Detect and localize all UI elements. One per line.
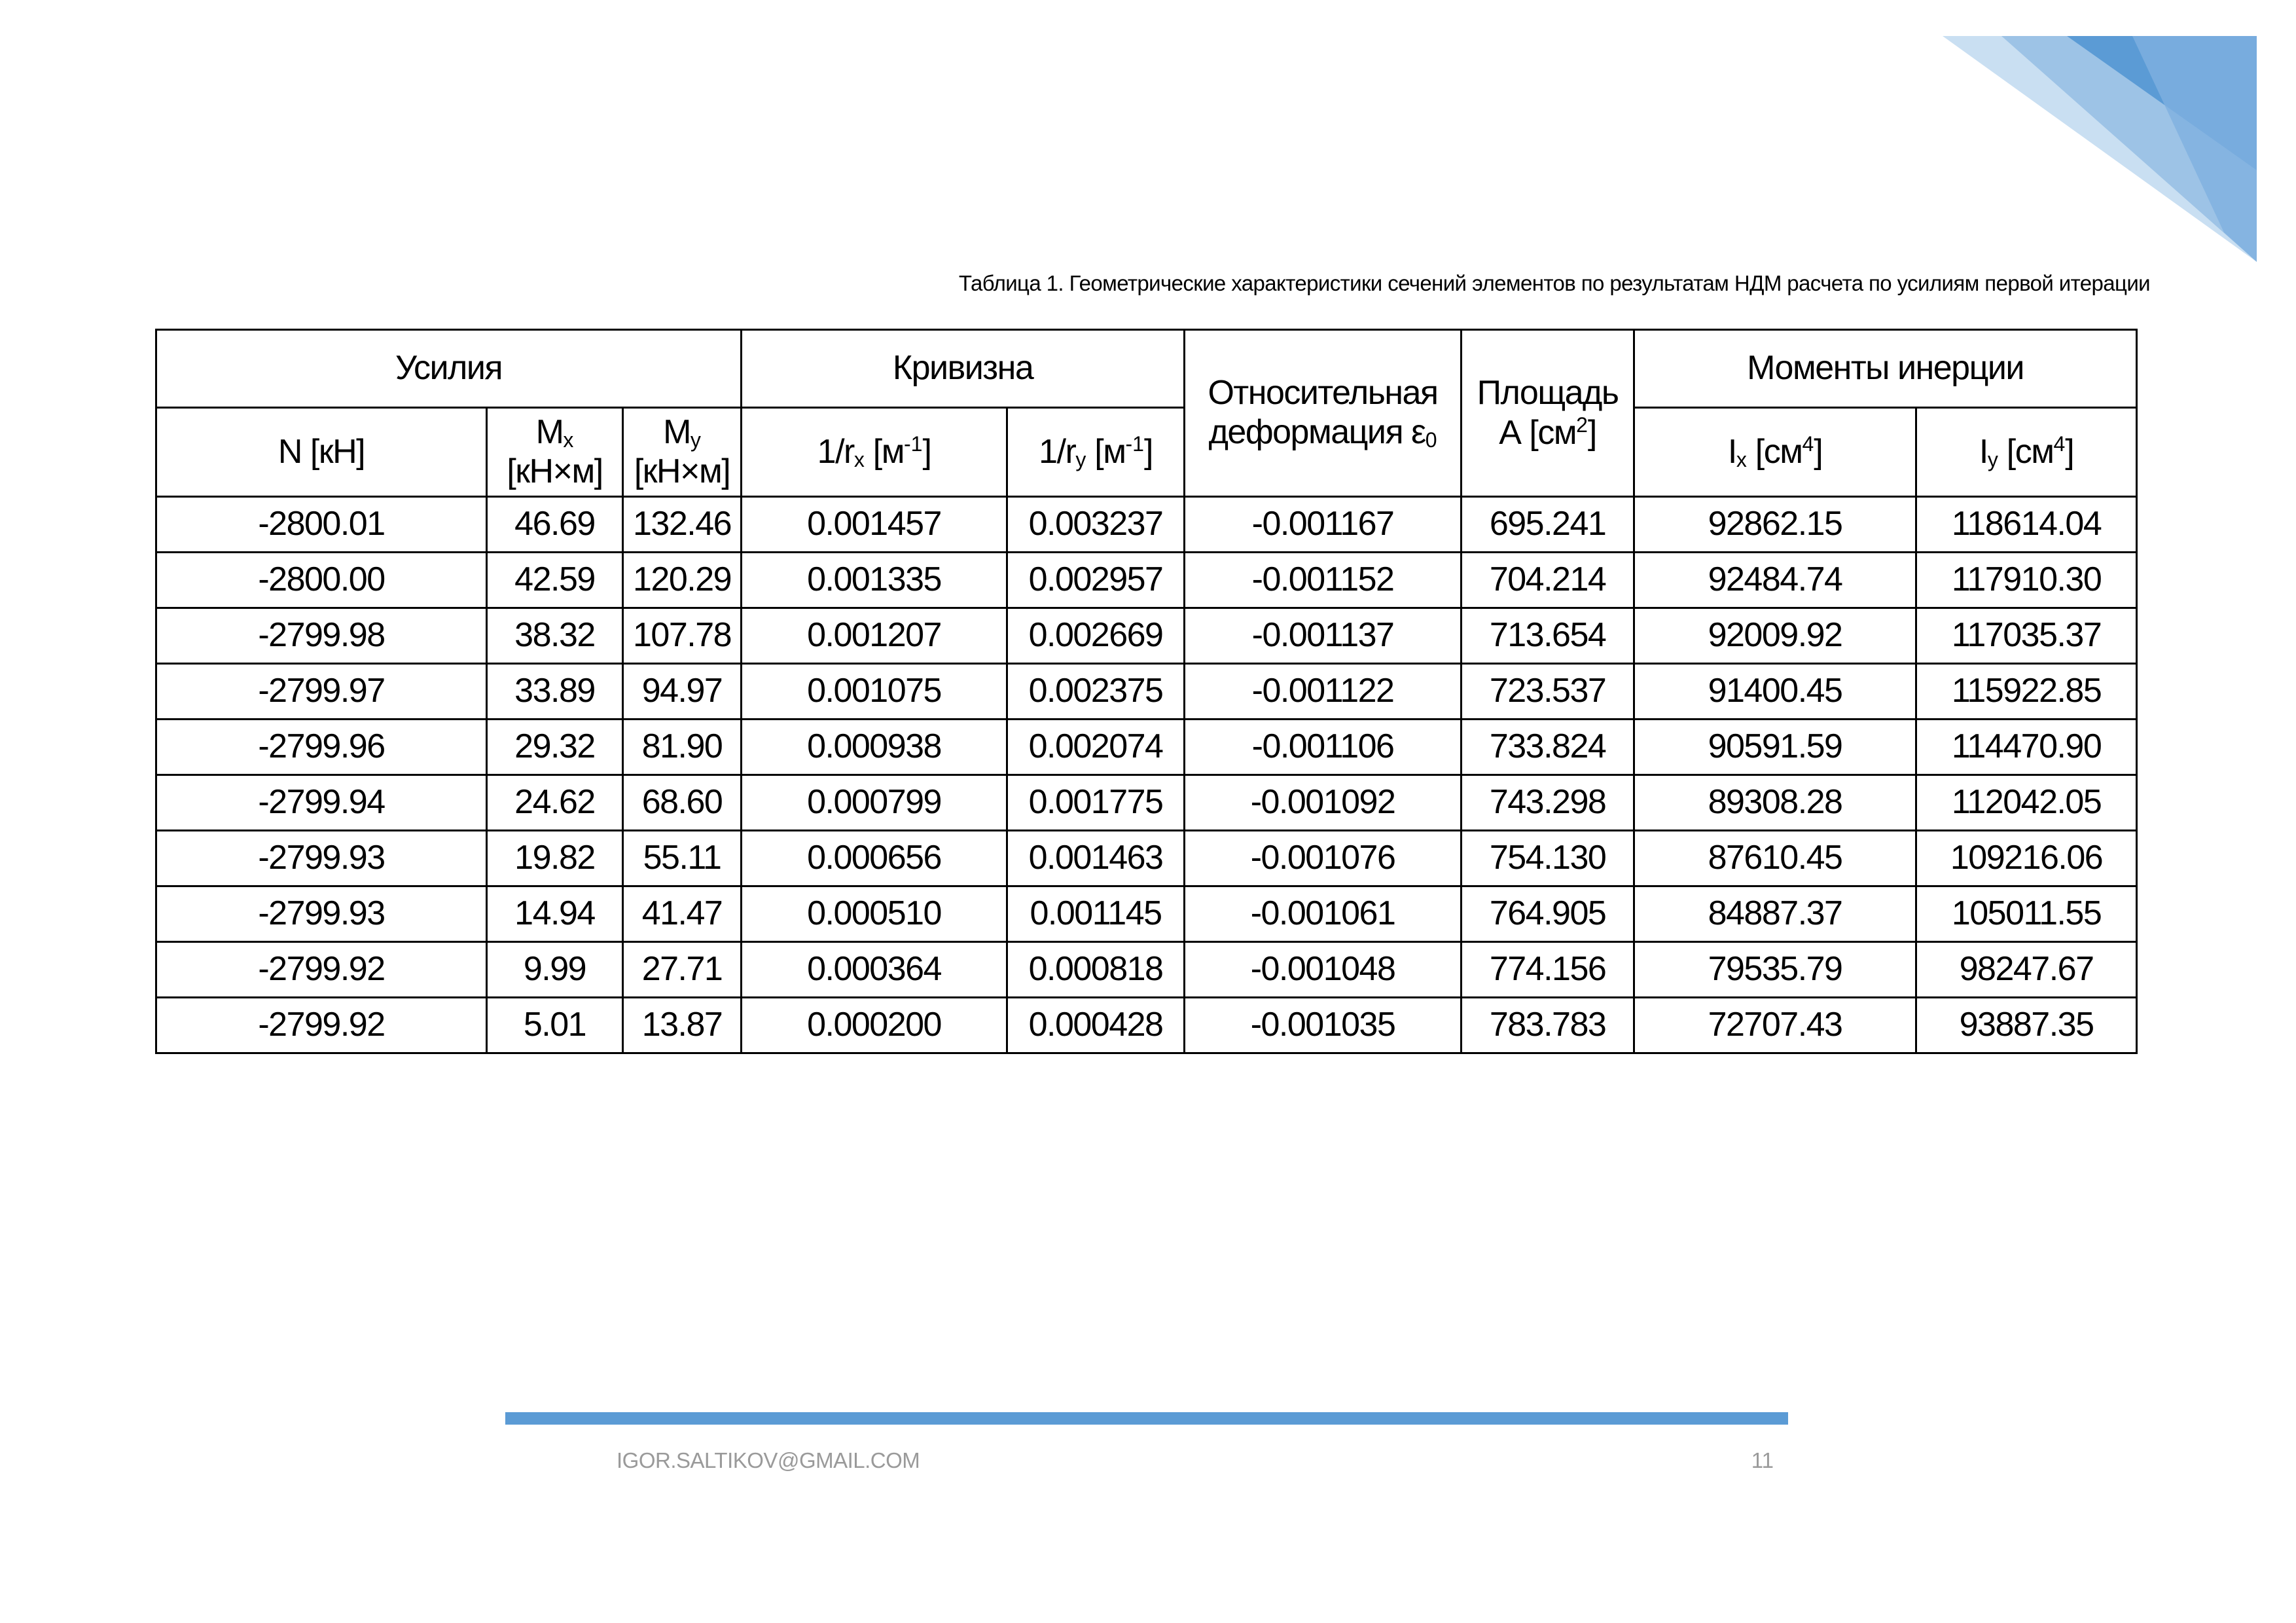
table-cell: 0.001145: [1007, 886, 1185, 942]
table-cell: -2799.96: [156, 720, 487, 775]
table-cell: 0.001463: [1007, 831, 1185, 886]
table-cell: 90591.59: [1634, 720, 1916, 775]
header-area-line2: А [см: [1499, 413, 1577, 452]
table-cell: 105011.55: [1916, 886, 2137, 942]
table-cell: 41.47: [623, 886, 742, 942]
table-cell: 109216.06: [1916, 831, 2137, 886]
header-strain-line2: деформация ε: [1208, 413, 1426, 451]
col-iy-sub: y: [1987, 448, 1998, 472]
table-cell: 0.002074: [1007, 720, 1185, 775]
table-cell: 38.32: [487, 608, 623, 664]
col-rx-unit: [м: [864, 433, 904, 471]
table-cell: -2799.93: [156, 831, 487, 886]
table-cell: 0.000938: [742, 720, 1007, 775]
table-cell: 0.001335: [742, 553, 1007, 608]
table-cell: 84887.37: [1634, 886, 1916, 942]
header-strain-sub: 0: [1425, 428, 1437, 452]
table-cell: 743.298: [1462, 775, 1634, 831]
table-cell: -2799.92: [156, 998, 487, 1053]
table-cell: 733.824: [1462, 720, 1634, 775]
table-cell: 33.89: [487, 664, 623, 720]
table-cell: 24.62: [487, 775, 623, 831]
table-cell: 695.241: [1462, 497, 1634, 553]
table-cell: 72707.43: [1634, 998, 1916, 1053]
table-cell: 92484.74: [1634, 553, 1916, 608]
col-mx: [487, 408, 623, 497]
table-cell: 27.71: [623, 942, 742, 998]
table-cell: 112042.05: [1916, 775, 2137, 831]
col-ry-main: 1/r: [1039, 433, 1076, 471]
col-ix-tail: ]: [1814, 433, 1823, 471]
table-cell: 13.87: [623, 998, 742, 1053]
table-cell: -2800.01: [156, 497, 487, 553]
footer-email: IGOR.SALTIKOV@GMAIL.COM: [617, 1448, 920, 1472]
table-cell: 117910.30: [1916, 553, 2137, 608]
geometry-table: [155, 329, 2138, 1054]
col-my: [623, 408, 742, 497]
table-cell: -0.001076: [1185, 831, 1462, 886]
table-row: [156, 608, 2137, 664]
header-area: [1462, 330, 1634, 497]
header-forces: Усилия: [156, 330, 742, 408]
col-mx-unit: [кН×м]: [507, 452, 603, 490]
header-area-sup: 2: [1576, 412, 1588, 437]
table-cell: 0.002375: [1007, 664, 1185, 720]
table-cell: -0.001152: [1185, 553, 1462, 608]
table-cell: -0.001106: [1185, 720, 1462, 775]
table-cell: -2799.97: [156, 664, 487, 720]
table-cell: 0.000200: [742, 998, 1007, 1053]
table-cell: 0.003237: [1007, 497, 1185, 553]
table-cell: -0.001048: [1185, 942, 1462, 998]
table-cell: 14.94: [487, 886, 623, 942]
table-cell: 0.000799: [742, 775, 1007, 831]
table-cell: 0.002957: [1007, 553, 1185, 608]
col-iy-tail: ]: [2065, 433, 2074, 471]
table-cell: 94.97: [623, 664, 742, 720]
table-cell: -0.001122: [1185, 664, 1462, 720]
table-cell: 0.000656: [742, 831, 1007, 886]
col-my-unit: [кН×м]: [634, 452, 730, 490]
table-cell: 55.11: [623, 831, 742, 886]
table-cell: 132.46: [623, 497, 742, 553]
table-cell: 92009.92: [1634, 608, 1916, 664]
col-iy-unit: [см: [1998, 433, 2054, 471]
table-cell: 0.001075: [742, 664, 1007, 720]
table-cell: 118614.04: [1916, 497, 2137, 553]
col-ix: [1634, 408, 1916, 497]
header-area-tail: ]: [1587, 413, 1596, 452]
col-ry-unit: [м: [1086, 433, 1126, 471]
header-strain: [1185, 330, 1462, 497]
table-cell: 0.002669: [1007, 608, 1185, 664]
table-cell: -0.001167: [1185, 497, 1462, 553]
table-caption: Таблица 1. Геометрические характеристики сечений элементов по результатам НДМ расчета по усилиям первой итерации: [958, 271, 2150, 295]
table-cell: 0.000428: [1007, 998, 1185, 1053]
col-iy-sup: 4: [2053, 432, 2066, 456]
table-row: [156, 942, 2137, 998]
header-row-2: [156, 408, 2137, 497]
table-cell: 117035.37: [1916, 608, 2137, 664]
table-cell: -2800.00: [156, 553, 487, 608]
table-cell: -2799.93: [156, 886, 487, 942]
col-ix-unit: [см: [1746, 433, 1803, 471]
table-cell: 0.000510: [742, 886, 1007, 942]
col-my-sub: y: [690, 428, 701, 452]
table-cell: 723.537: [1462, 664, 1634, 720]
table-cell: 98247.67: [1916, 942, 2137, 998]
col-ry: [1007, 408, 1185, 497]
table-cell: 754.130: [1462, 831, 1634, 886]
header-inertia: Моменты инерции: [1634, 330, 2137, 408]
table-cell: 713.654: [1462, 608, 1634, 664]
col-rx-sub: x: [853, 448, 865, 472]
table-cell: 5.01: [487, 998, 623, 1053]
table-cell: -2799.94: [156, 775, 487, 831]
col-mx-sub: x: [563, 428, 574, 452]
table-cell: -0.001035: [1185, 998, 1462, 1053]
table-row: [156, 886, 2137, 942]
table-cell: 87610.45: [1634, 831, 1916, 886]
table-cell: -2799.98: [156, 608, 487, 664]
table-cell: 0.000364: [742, 942, 1007, 998]
table-cell: 107.78: [623, 608, 742, 664]
table-cell: 91400.45: [1634, 664, 1916, 720]
col-rx: [742, 408, 1007, 497]
table-cell: 42.59: [487, 553, 623, 608]
table-cell: 783.783: [1462, 998, 1634, 1053]
table-cell: 29.32: [487, 720, 623, 775]
header-curvature: Кривизна: [742, 330, 1185, 408]
table-cell: 81.90: [623, 720, 742, 775]
table-row: [156, 998, 2137, 1053]
col-ry-sup: -1: [1125, 432, 1144, 456]
footer-bar: [505, 1412, 1788, 1425]
table-cell: 89308.28: [1634, 775, 1916, 831]
table-cell: 68.60: [623, 775, 742, 831]
table-cell: 46.69: [487, 497, 623, 553]
table-cell: 115922.85: [1916, 664, 2137, 720]
col-my-main: M: [663, 412, 691, 451]
table-cell: -0.001092: [1185, 775, 1462, 831]
col-ix-sub: x: [1736, 448, 1747, 472]
table-row: [156, 553, 2137, 608]
table-cell: 0.000818: [1007, 942, 1185, 998]
col-iy: [1916, 408, 2137, 497]
table-cell: 79535.79: [1634, 942, 1916, 998]
page-number: 11: [1751, 1448, 1774, 1472]
table-cell: 764.905: [1462, 886, 1634, 942]
table-cell: 774.156: [1462, 942, 1634, 998]
table-cell: 0.001457: [742, 497, 1007, 553]
col-rx-sup: -1: [904, 432, 923, 456]
col-ix-main: I: [1727, 433, 1736, 471]
col-n: N [кН]: [156, 408, 487, 497]
table-row: [156, 775, 2137, 831]
col-mx-main: M: [535, 412, 564, 451]
table-cell: 0.001775: [1007, 775, 1185, 831]
header-strain-line1: Относительная: [1208, 374, 1438, 412]
table-row: [156, 497, 2137, 553]
col-rx-tail: ]: [922, 433, 931, 471]
table-cell: -0.001061: [1185, 886, 1462, 942]
col-ix-sup: 4: [1802, 432, 1814, 456]
header-row-1: [156, 330, 2137, 408]
table-cell: 9.99: [487, 942, 623, 998]
table-row: [156, 831, 2137, 886]
table-cell: 19.82: [487, 831, 623, 886]
corner-triangles-icon: [1943, 36, 2257, 262]
col-ry-sub: y: [1075, 448, 1086, 472]
table-cell: 93887.35: [1916, 998, 2137, 1053]
table-cell: 704.214: [1462, 553, 1634, 608]
table-cell: -0.001137: [1185, 608, 1462, 664]
table-row: [156, 664, 2137, 720]
table-cell: 0.001207: [742, 608, 1007, 664]
header-area-line1: Площадь: [1477, 373, 1619, 412]
col-rx-main: 1/r: [817, 433, 854, 471]
table-body: [156, 497, 2137, 1053]
table-cell: 92862.15: [1634, 497, 1916, 553]
table-cell: 120.29: [623, 553, 742, 608]
col-iy-main: I: [1979, 433, 1988, 471]
col-ry-tail: ]: [1143, 433, 1153, 471]
table-row: [156, 720, 2137, 775]
table-cell: -2799.92: [156, 942, 487, 998]
table-cell: 114470.90: [1916, 720, 2137, 775]
